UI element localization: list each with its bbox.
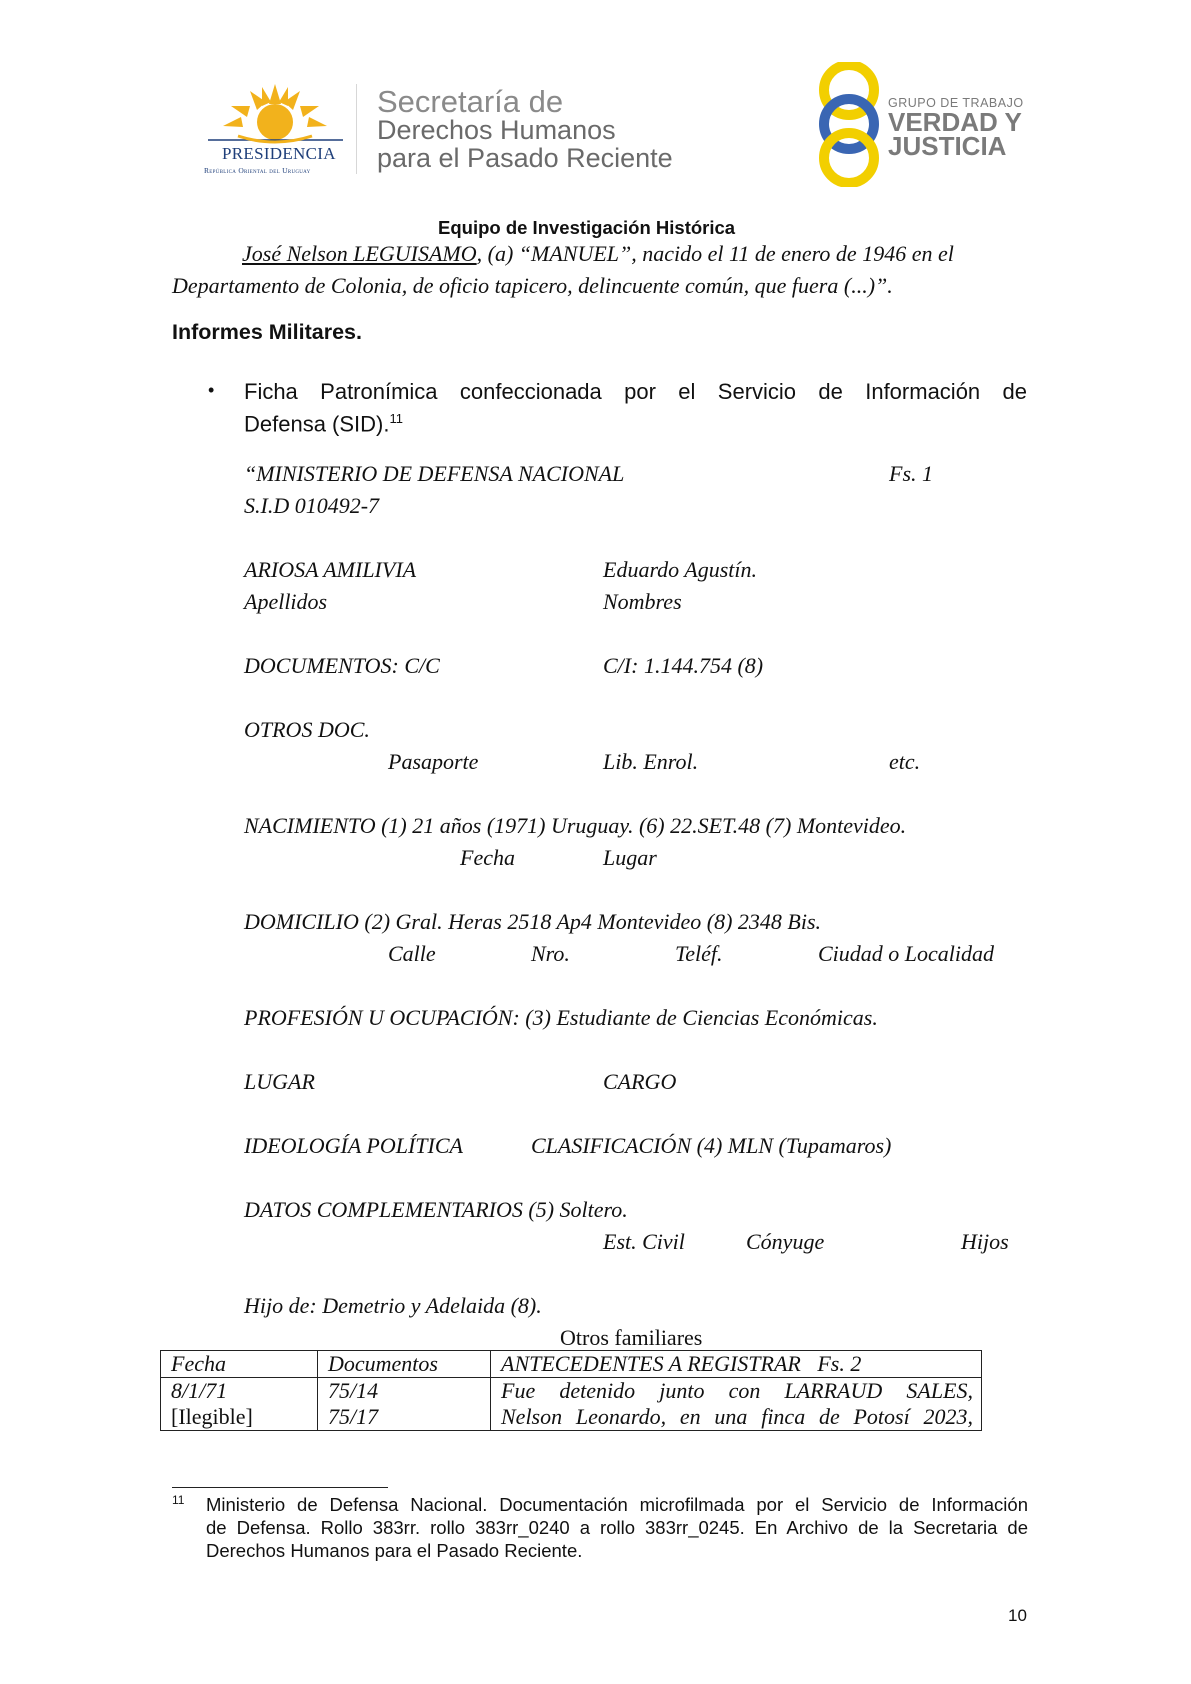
grupo-line1: GRUPO DE TRABAJO (888, 96, 1024, 110)
sun-emblem-icon (198, 82, 353, 152)
conyuge-label: Cónyuge (746, 1229, 825, 1254)
nacimiento-line: NACIMIENTO (1) 21 años (1971) Uruguay. (6) 22.SET.48 (7) Montevideo. (244, 813, 907, 838)
bullet-line1: Ficha Patronímica confeccionada por el Servicio de Información de (244, 379, 1027, 404)
footnote-line1: Ministerio de Defensa Nacional. Documentación microfilmada por el Servicio de Información (206, 1494, 1028, 1515)
hijo-de-line: Hijo de: Demetrio y Adelaida (8). (244, 1293, 542, 1318)
table-cell-antecedentes: Fue detenido junto con LARRAUD SALES, (491, 1378, 982, 1405)
secretaria-line1: Secretaría de (377, 84, 564, 119)
intro-name: José Nelson LEGUISAMO (242, 241, 477, 266)
table-cell-fecha: [Ilegible] (161, 1404, 318, 1431)
intro-line1 (242, 241, 954, 267)
ministerio-label: “MINISTERIO DE DEFENSA NACIONAL (244, 461, 625, 486)
page-number: 10 (1008, 1606, 1027, 1625)
presidencia-text: PRESIDENCIA (222, 144, 336, 163)
lib-enrol-label: Lib. Enrol. (603, 749, 699, 774)
est-civil-label: Est. Civil (603, 1229, 685, 1254)
domicilio-line: DOMICILIO (2) Gral. Heras 2518 Ap4 Montevideo (8) 2348 Bis. (244, 909, 822, 934)
secretaria-line3: para el Pasado Reciente (377, 143, 673, 173)
table-cell-fecha: 8/1/71 (161, 1378, 318, 1405)
nombre-value: Eduardo Agustín. (603, 557, 758, 582)
pasaporte-label: Pasaporte (388, 749, 479, 774)
presidencia-logo (198, 82, 353, 177)
clasificacion-value: CLASIFICACIÓN (4) MLN (Tupamaros) (531, 1133, 892, 1158)
otros-doc-label: OTROS DOC. (244, 717, 370, 742)
table-header-fecha: Fecha (161, 1351, 318, 1378)
bullet-line2-text: Defensa (SID). (244, 411, 390, 437)
bullet-dot: • (208, 380, 215, 400)
footnote-ref: 11 (389, 411, 403, 426)
table-row (161, 1404, 982, 1431)
documentos-label: DOCUMENTOS: C/C (244, 653, 440, 678)
etc-label: etc. (889, 749, 921, 774)
ciudad-label: Ciudad o Localidad (818, 941, 995, 966)
grupo-line2: VERDAD Y (888, 107, 1022, 137)
ci-value: C/I: 1.144.754 (8) (603, 653, 764, 678)
antecedentes-table (160, 1350, 982, 1431)
sid-label: S.I.D 010492-7 (244, 493, 380, 518)
table-cell-documentos: 75/14 (318, 1378, 491, 1405)
footnote-number: 11 (172, 1493, 185, 1507)
datos-line: DATOS COMPLEMENTARIOS (5) Soltero. (244, 1197, 628, 1222)
grupo-text (888, 96, 1024, 161)
intro-line2: Departamento de Colonia, de oficio tapicero, delincuente común, que fuera (...)”. (172, 273, 893, 298)
verdad-justicia-logo (816, 62, 1024, 187)
footnote-line2: de Defensa. Rollo 383rr. rollo 383rr_0240 a rollo 383rr_0245. En Archivo de la Secretaria de (206, 1517, 1028, 1538)
rings-emblem-icon (816, 62, 882, 187)
secretaria-title (377, 84, 673, 173)
secretaria-line2: Derechos Humanos (377, 115, 616, 145)
bullet-line2 (244, 411, 403, 437)
grupo-line3: JUSTICIA (888, 131, 1007, 161)
lugar-label: Lugar (603, 845, 657, 870)
nombres-label: Nombres (603, 589, 682, 614)
fecha-label: Fecha (460, 845, 515, 870)
table-cell-antecedentes: Nelson Leonardo, en una finca de Potosí 2023, (491, 1404, 982, 1431)
hijos-label: Hijos (961, 1229, 1009, 1254)
team-title: Equipo de Investigación Histórica (438, 217, 736, 238)
apellidos-label: Apellidos (244, 589, 328, 614)
table-header-row (161, 1351, 982, 1378)
table-header-documentos: Documentos (318, 1351, 491, 1378)
apellido-value: ARIOSA AMILIVIA (244, 557, 417, 582)
lugar-field: LUGAR (244, 1069, 315, 1094)
intro-line1-rest: , (a) “MANUEL”, nacido el 11 de enero de 1946 en el (476, 241, 954, 266)
footnote-separator (172, 1487, 388, 1488)
cargo-field: CARGO (603, 1069, 677, 1094)
table-row (161, 1378, 982, 1405)
table-header-antecedentes: ANTECEDENTES A REGISTRAR Fs. 2 (491, 1351, 982, 1378)
nro-label: Nro. (531, 941, 570, 966)
ideologia-label: IDEOLOGÍA POLÍTICA (244, 1133, 463, 1158)
table-cell-documentos: 75/17 (318, 1404, 491, 1431)
section-title: Informes Militares. (172, 320, 362, 344)
header-divider (356, 84, 357, 174)
footnote-line3: Derechos Humanos para el Pasado Reciente. (206, 1540, 583, 1561)
telef-label: Teléf. (675, 941, 723, 966)
profesion-line: PROFESIÓN U OCUPACIÓN: (3) Estudiante de Ciencias Económicas. (244, 1005, 878, 1030)
otros-familiares-label: Otros familiares (560, 1325, 703, 1350)
republica-text: República Oriental del Uruguay (204, 166, 311, 175)
fs1-label: Fs. 1 (889, 461, 933, 486)
calle-label: Calle (388, 941, 436, 966)
